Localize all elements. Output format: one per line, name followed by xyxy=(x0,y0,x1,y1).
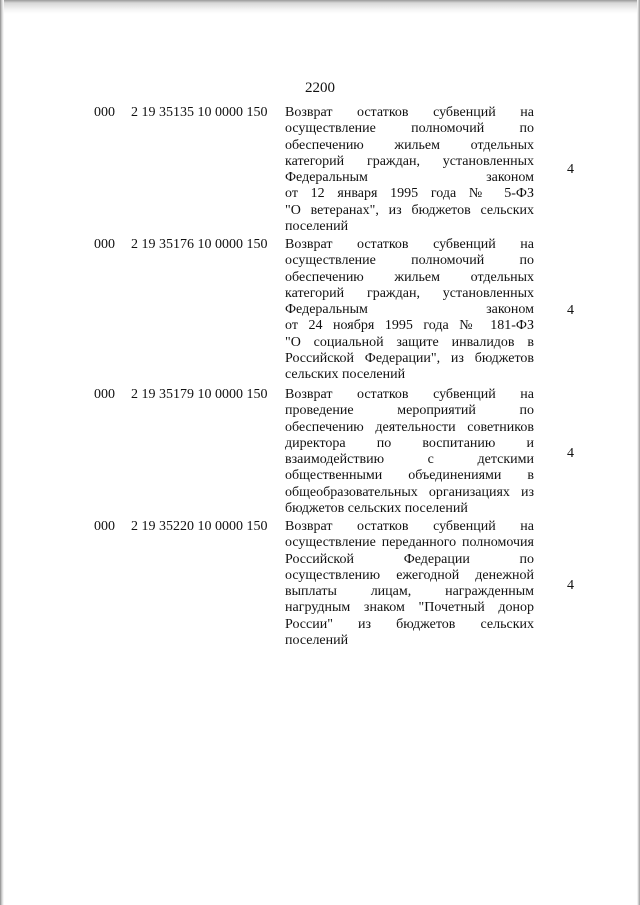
description-line: Возврат остатков субвенций на xyxy=(285,519,534,534)
description-line: Российской Федерации по xyxy=(285,551,534,567)
description-line: России" из бюджетов сельских xyxy=(285,616,534,632)
amount-value: 4 xyxy=(567,578,574,593)
budget-classification-code: 2 19 35135 10 0000 150 xyxy=(131,105,268,120)
description-line: Российской Федерации", из бюджетов xyxy=(285,351,534,367)
description-line: от 24 ноября 1995 года № 181-ФЗ xyxy=(285,318,534,334)
description-line: категорий граждан, установленных xyxy=(285,153,534,169)
description-line: директора по воспитанию и xyxy=(285,435,534,451)
description-line: категорий граждан, установленных xyxy=(285,285,534,301)
description-line: выплаты лицам, награжденным xyxy=(285,584,534,600)
description-line: осуществление переданного полномочия xyxy=(285,535,534,551)
budget-classification-code: 2 19 35176 10 0000 150 xyxy=(131,237,268,252)
description-line: нагрудным знаком "Почетный донор xyxy=(285,600,534,616)
admin-code: 000 xyxy=(94,237,115,252)
amount-value: 4 xyxy=(567,162,574,177)
description-line: осуществлению ежегодной денежной xyxy=(285,567,534,583)
description-line: Возврат остатков субвенций на xyxy=(285,237,534,252)
amount-value: 4 xyxy=(567,446,574,461)
scan-edge-top xyxy=(0,0,640,14)
description-line: Возврат остатков субвенций на xyxy=(285,387,534,402)
description-line: Федеральным законом xyxy=(285,302,534,318)
income-description xyxy=(285,237,534,384)
admin-code: 000 xyxy=(94,519,115,534)
admin-code: 000 xyxy=(94,387,115,402)
description-line: поселений xyxy=(285,633,349,649)
description-line: от 12 января 1995 года № 5-ФЗ xyxy=(285,186,534,202)
description-line: взаимодействию с детскими xyxy=(285,452,534,468)
description-line: обеспечению деятельности советников xyxy=(285,419,534,435)
description-line: осуществление полномочий по xyxy=(285,121,534,137)
description-line: "О социальной защите инвалидов в xyxy=(285,334,534,350)
description-line: обеспечению жильем отдельных xyxy=(285,137,534,153)
description-line: обеспечению жильем отдельных xyxy=(285,269,534,285)
description-line: проведение мероприятий по xyxy=(285,403,534,419)
income-description xyxy=(285,519,534,649)
description-line: осуществление полномочий по xyxy=(285,253,534,269)
description-line: бюджетов сельских поселений xyxy=(285,501,468,517)
description-line: Возврат остатков субвенций на xyxy=(285,105,534,120)
admin-code: 000 xyxy=(94,105,115,120)
description-line: сельских поселений xyxy=(285,367,406,383)
description-line: общеобразовательных организациях из xyxy=(285,484,534,500)
income-description xyxy=(285,105,534,235)
description-line: общественными объединениями в xyxy=(285,468,534,484)
description-line: "О ветеранах", из бюджетов сельских xyxy=(285,202,534,218)
description-line: поселений xyxy=(285,219,349,235)
amount-value: 4 xyxy=(567,303,574,318)
scan-edge-left xyxy=(0,0,4,905)
income-description xyxy=(285,387,534,517)
description-line: Федеральным законом xyxy=(285,170,534,186)
budget-classification-code: 2 19 35179 10 0000 150 xyxy=(131,387,268,402)
budget-classification-code: 2 19 35220 10 0000 150 xyxy=(131,519,268,534)
page-number: 2200 xyxy=(305,80,335,96)
